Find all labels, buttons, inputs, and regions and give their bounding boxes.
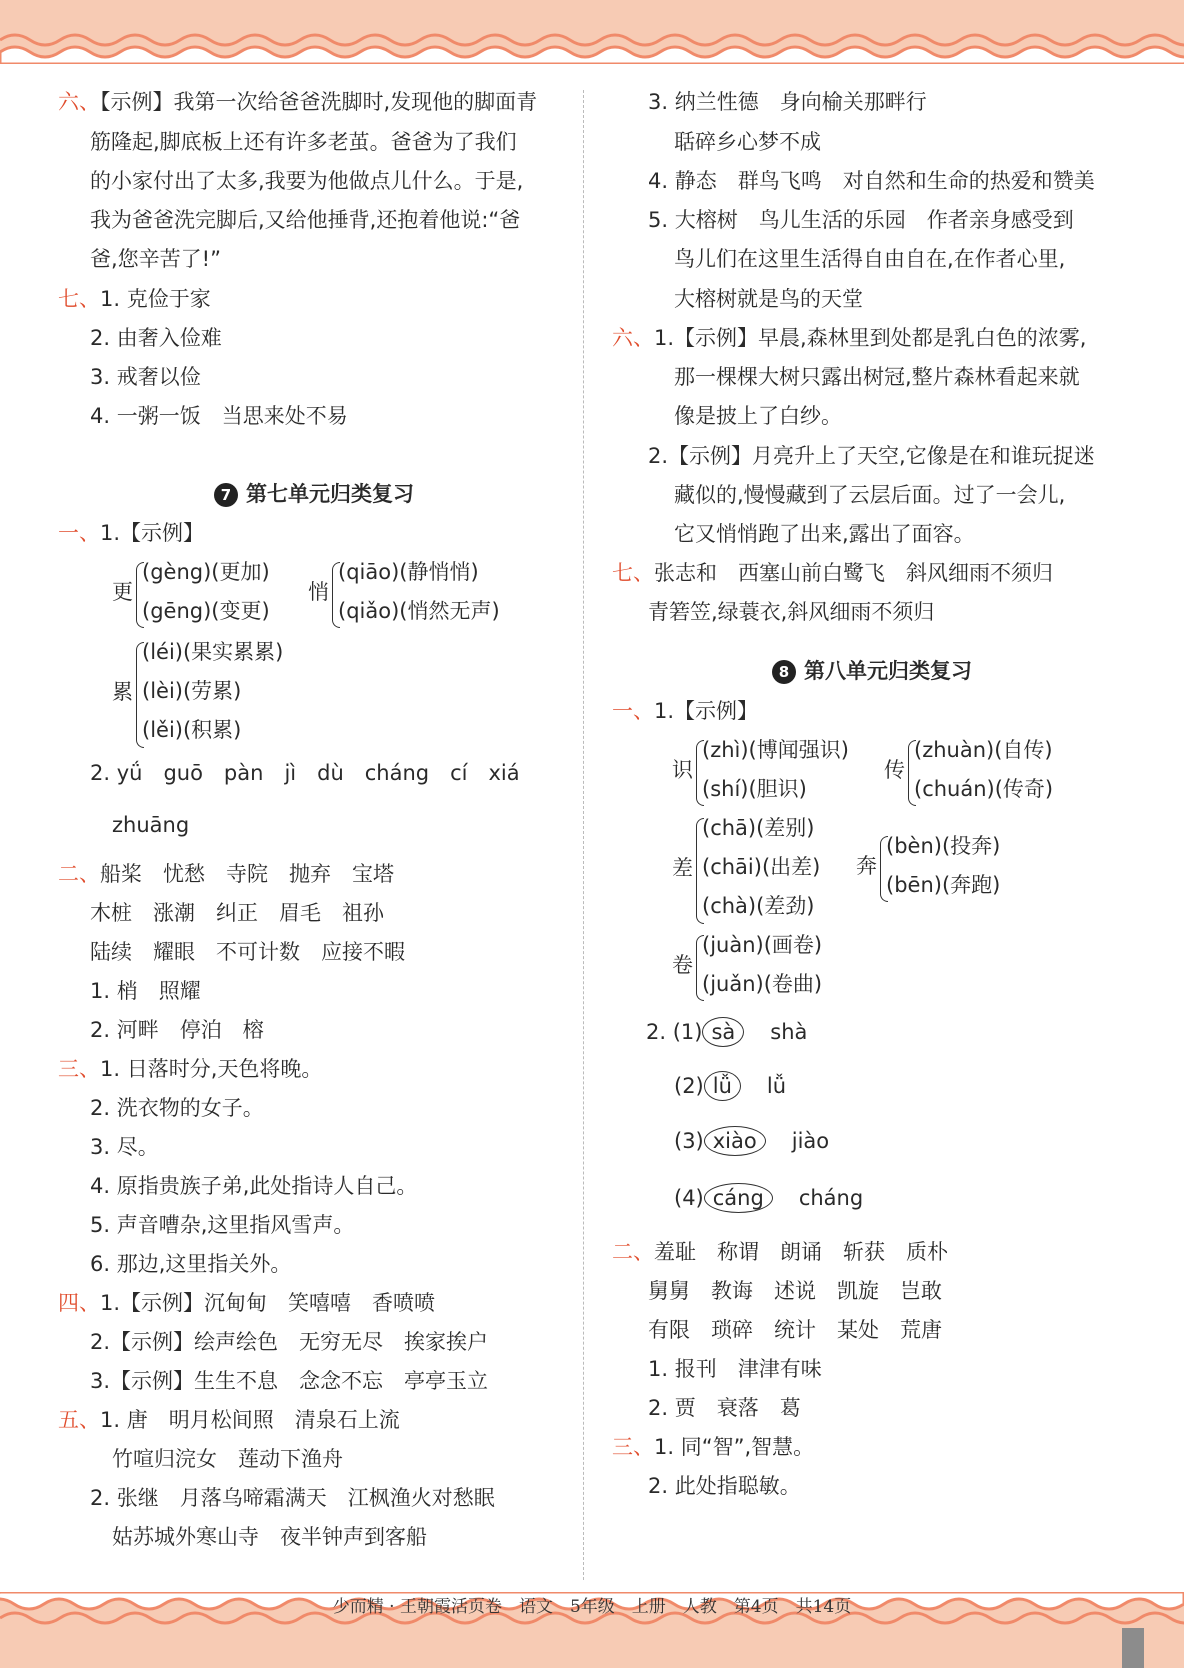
answer-line	[612, 559, 1053, 587]
answer-line: 4. 静态 群鸟飞鸣 对自然和生命的热爱和赞美	[648, 169, 1095, 193]
polyphone-char: 奔	[856, 854, 877, 878]
answer-text: 1.【示例】沉甸甸 笑嘻嘻 香喷喷	[100, 1291, 436, 1315]
polyphone-char: 更	[112, 580, 133, 604]
answer-text: 1.【示例】	[100, 521, 205, 545]
answer-line: 2. 张继 月落乌啼霜满天 江枫渔火对愁眠	[90, 1486, 495, 1510]
answer-line: 4. 一粥一饭 当思来处不易	[90, 404, 348, 428]
section-label: 三、	[58, 1057, 100, 1081]
answer-line: 5. 声音嘈杂,这里指风雪声。	[90, 1213, 355, 1237]
sub-number: (3)	[674, 1129, 704, 1153]
answer-line: 3. 尽。	[90, 1135, 159, 1159]
answer-line: 的小家付出了太多,我要为他做点儿什么。于是,	[90, 169, 524, 193]
answer-line: 木桩 涨潮 纠正 眉毛 祖孙	[90, 901, 384, 925]
polyphone-char: 累	[112, 680, 133, 704]
answer-line: 2. 洗衣物的女子。	[90, 1096, 264, 1120]
answer-line: 大榕树就是鸟的天堂	[674, 287, 863, 311]
page-footer: 少而精 · 王朝霞活页卷 语文 5年级 上册 人教 第4页 共14页	[332, 1597, 852, 1617]
polyphone-char: 悄	[308, 580, 329, 604]
answer-line: 2.【示例】绘声绘色 无穷无尽 挨家挨户	[90, 1330, 489, 1354]
answer-text: 船桨 忧愁 寺院 抛弃 宝塔	[100, 862, 394, 886]
answer-line: 陆续 耀眼 不可计数 应接不暇	[90, 940, 405, 964]
sub-number: (4)	[674, 1186, 704, 1210]
answer-line: 2. yǘ guō pàn jì dù cháng cí xiá	[90, 761, 520, 785]
alt-reading: jiào	[791, 1129, 830, 1153]
answer-text: 羞耻 称谓 朗诵 斩获 质朴	[654, 1240, 948, 1264]
polyphone-reading: (bēn)(奔跑)	[886, 873, 1001, 897]
answer-line: 3. 戒奢以俭	[90, 365, 201, 389]
alt-reading: lǚ	[766, 1074, 787, 1098]
answer-line: 它又悄悄跑了出来,露出了面容。	[674, 522, 975, 546]
page-edge-tab	[1122, 1628, 1144, 1668]
answer-text: 1.【示例】早晨,森林里到处都是乳白色的浓雾,	[654, 326, 1087, 350]
polyphone-reading: (bèn)(投奔)	[886, 834, 1001, 858]
answer-line: 竹喧归浣女 莲动下渔舟	[112, 1447, 343, 1471]
polyphone-group	[308, 558, 558, 638]
answer-line: 4. 原指贵族子弟,此处指诗人自己。	[90, 1174, 418, 1198]
section-label: 一、	[58, 521, 100, 545]
polyphone-group	[856, 832, 1076, 912]
section-label: 五、	[58, 1408, 100, 1432]
polyphone-reading: (chā)(差别)	[702, 816, 815, 840]
answer-text: 【示例】我第一次给爸爸洗脚时,发现他的脚面青	[100, 90, 538, 114]
polyphone-reading: (lèi)(劳累)	[142, 679, 242, 703]
polyphone-group	[672, 736, 872, 816]
polyphone-reading: (gèng)(更加)	[142, 560, 270, 584]
answer-line: 1. 梢 照耀	[90, 979, 201, 1003]
answer-line	[674, 1126, 829, 1156]
section-label: 六、	[58, 90, 100, 114]
answer-line	[646, 1017, 807, 1047]
answer-line: 青箬笠,绿蓑衣,斜风细雨不须归	[648, 600, 935, 624]
polyphone-char: 差	[672, 856, 693, 880]
answer-line	[58, 1055, 322, 1083]
answer-line: 有限 琐碎 统计 某处 荒唐	[648, 1318, 942, 1342]
polyphone-char: 卷	[672, 953, 693, 977]
circled-answer: lǚ	[704, 1071, 741, 1101]
answer-line	[58, 88, 537, 116]
polyphone-group	[672, 931, 872, 1011]
polyphone-reading: (zhuàn)(自传)	[914, 738, 1053, 762]
answer-line	[612, 1433, 814, 1461]
polyphone-char: 识	[672, 758, 693, 782]
answer-line	[58, 519, 204, 547]
section-label: 三、	[612, 1435, 654, 1459]
top-wave-band	[0, 0, 1184, 64]
section-label: 四、	[58, 1291, 100, 1315]
polyphone-reading: (qiǎo)(悄然无声)	[338, 599, 500, 623]
polyphone-reading: (chāi)(出差)	[702, 855, 821, 879]
polyphone-reading: (chà)(差劲)	[702, 894, 815, 918]
polyphone-reading: (lěi)(积累)	[142, 718, 242, 742]
answer-text: 1. 同“智”,智慧。	[654, 1435, 815, 1459]
section-label: 二、	[58, 862, 100, 886]
polyphone-reading: (gēng)(变更)	[142, 599, 270, 623]
answer-line: 那一棵棵大树只露出树冠,整片森林看起来就	[674, 365, 1080, 389]
circled-answer: xiào	[704, 1126, 766, 1156]
answer-line: 聒碎乡心梦不成	[674, 130, 821, 154]
polyphone-group	[112, 558, 312, 638]
unit-title-text: 第七单元归类复习	[246, 482, 414, 506]
answer-line	[58, 1406, 400, 1434]
answer-line: 筋隆起,脚底板上还有许多老茧。爸爸为了我们	[90, 130, 517, 154]
answer-line	[674, 1183, 863, 1213]
section-label: 六、	[612, 326, 654, 350]
circled-answer: sà	[702, 1017, 744, 1047]
section-label: 七、	[58, 287, 100, 311]
alt-reading: shà	[770, 1020, 808, 1044]
answer-line: 舅舅 教诲 述说 凯旋 岂敢	[648, 1279, 942, 1303]
polyphone-group	[112, 638, 352, 758]
polyphone-reading: (shí)(胆识)	[702, 777, 807, 801]
unit-title	[612, 657, 1132, 685]
unit-title-text: 第八单元归类复习	[804, 659, 972, 683]
answer-text: 1. 克俭于家	[100, 287, 211, 311]
polyphone-reading: (chuán)(传奇)	[914, 777, 1054, 801]
answer-line: 3.【示例】生生不息 念念不忘 亭亭玉立	[90, 1369, 489, 1393]
section-label: 七、	[612, 561, 654, 585]
unit-title	[58, 480, 570, 508]
answer-line: 藏似的,慢慢藏到了云层后面。过了一会儿,	[674, 483, 1066, 507]
answer-line: 我为爸爸洗完脚后,又给他捶背,还抱着他说:“爸	[90, 208, 521, 232]
answer-line: 6. 那边,这里指关外。	[90, 1252, 292, 1276]
answer-text: 1. 日落时分,天色将晚。	[100, 1057, 323, 1081]
answer-line: zhuāng	[112, 813, 190, 837]
answer-text: 1. 唐 明月松间照 清泉石上流	[100, 1408, 400, 1432]
polyphone-reading: (léi)(果实累累)	[142, 640, 284, 664]
section-label: 二、	[612, 1240, 654, 1264]
sub-number: (2)	[674, 1074, 704, 1098]
answer-line: 鸟儿们在这里生活得自由自在,在作者心里,	[674, 247, 1066, 271]
polyphone-reading: (juǎn)(卷曲)	[702, 972, 823, 996]
answer-line: 像是披上了白纱。	[674, 404, 842, 428]
answer-line: 2. 贾 衰落 葛	[648, 1396, 801, 1420]
polyphone-reading: (qiāo)(静悄悄)	[338, 560, 479, 584]
answer-text: 张志和 西塞山前白鹭飞 斜风细雨不须归	[654, 561, 1053, 585]
answer-line	[612, 697, 758, 725]
answer-line: 爸,您辛苦了!”	[90, 247, 221, 271]
answer-line: 3. 纳兰性德 身向榆关那畔行	[648, 90, 927, 114]
unit-number-badge: 7	[214, 483, 238, 507]
answer-line: 2.【示例】月亮升上了天空,它像是在和谁玩捉迷	[648, 444, 1095, 468]
polyphone-group	[672, 814, 872, 934]
answer-line	[58, 1289, 435, 1317]
answer-line: 1. 报刊 津津有味	[648, 1357, 822, 1381]
answer-line: 2. 河畔 停泊 榕	[90, 1018, 264, 1042]
answer-line: 2. 此处指聪敏。	[648, 1474, 801, 1498]
alt-reading: cháng	[798, 1186, 864, 1210]
answer-line	[612, 324, 1086, 352]
polyphone-reading: (juàn)(画卷)	[702, 933, 823, 957]
circled-answer: cáng	[704, 1183, 773, 1213]
answer-line: 姑苏城外寒山寺 夜半钟声到客船	[112, 1525, 427, 1549]
polyphone-group	[884, 736, 1104, 816]
answer-line	[612, 1238, 948, 1266]
answer-line: 5. 大榕树 鸟儿生活的乐园 作者亲身感受到	[648, 208, 1074, 232]
answer-line	[674, 1071, 786, 1101]
wave-decoration	[0, 26, 1184, 64]
unit-number-badge: 8	[772, 660, 796, 684]
polyphone-char: 传	[884, 758, 905, 782]
column-divider	[583, 90, 584, 1580]
answer-text: 1.【示例】	[654, 699, 759, 723]
answer-line	[58, 860, 394, 888]
section-label: 一、	[612, 699, 654, 723]
answer-line	[58, 285, 211, 313]
sub-number: 2. (1)	[646, 1020, 703, 1044]
answer-line: 2. 由奢入俭难	[90, 326, 222, 350]
polyphone-reading: (zhì)(博闻强识)	[702, 738, 849, 762]
